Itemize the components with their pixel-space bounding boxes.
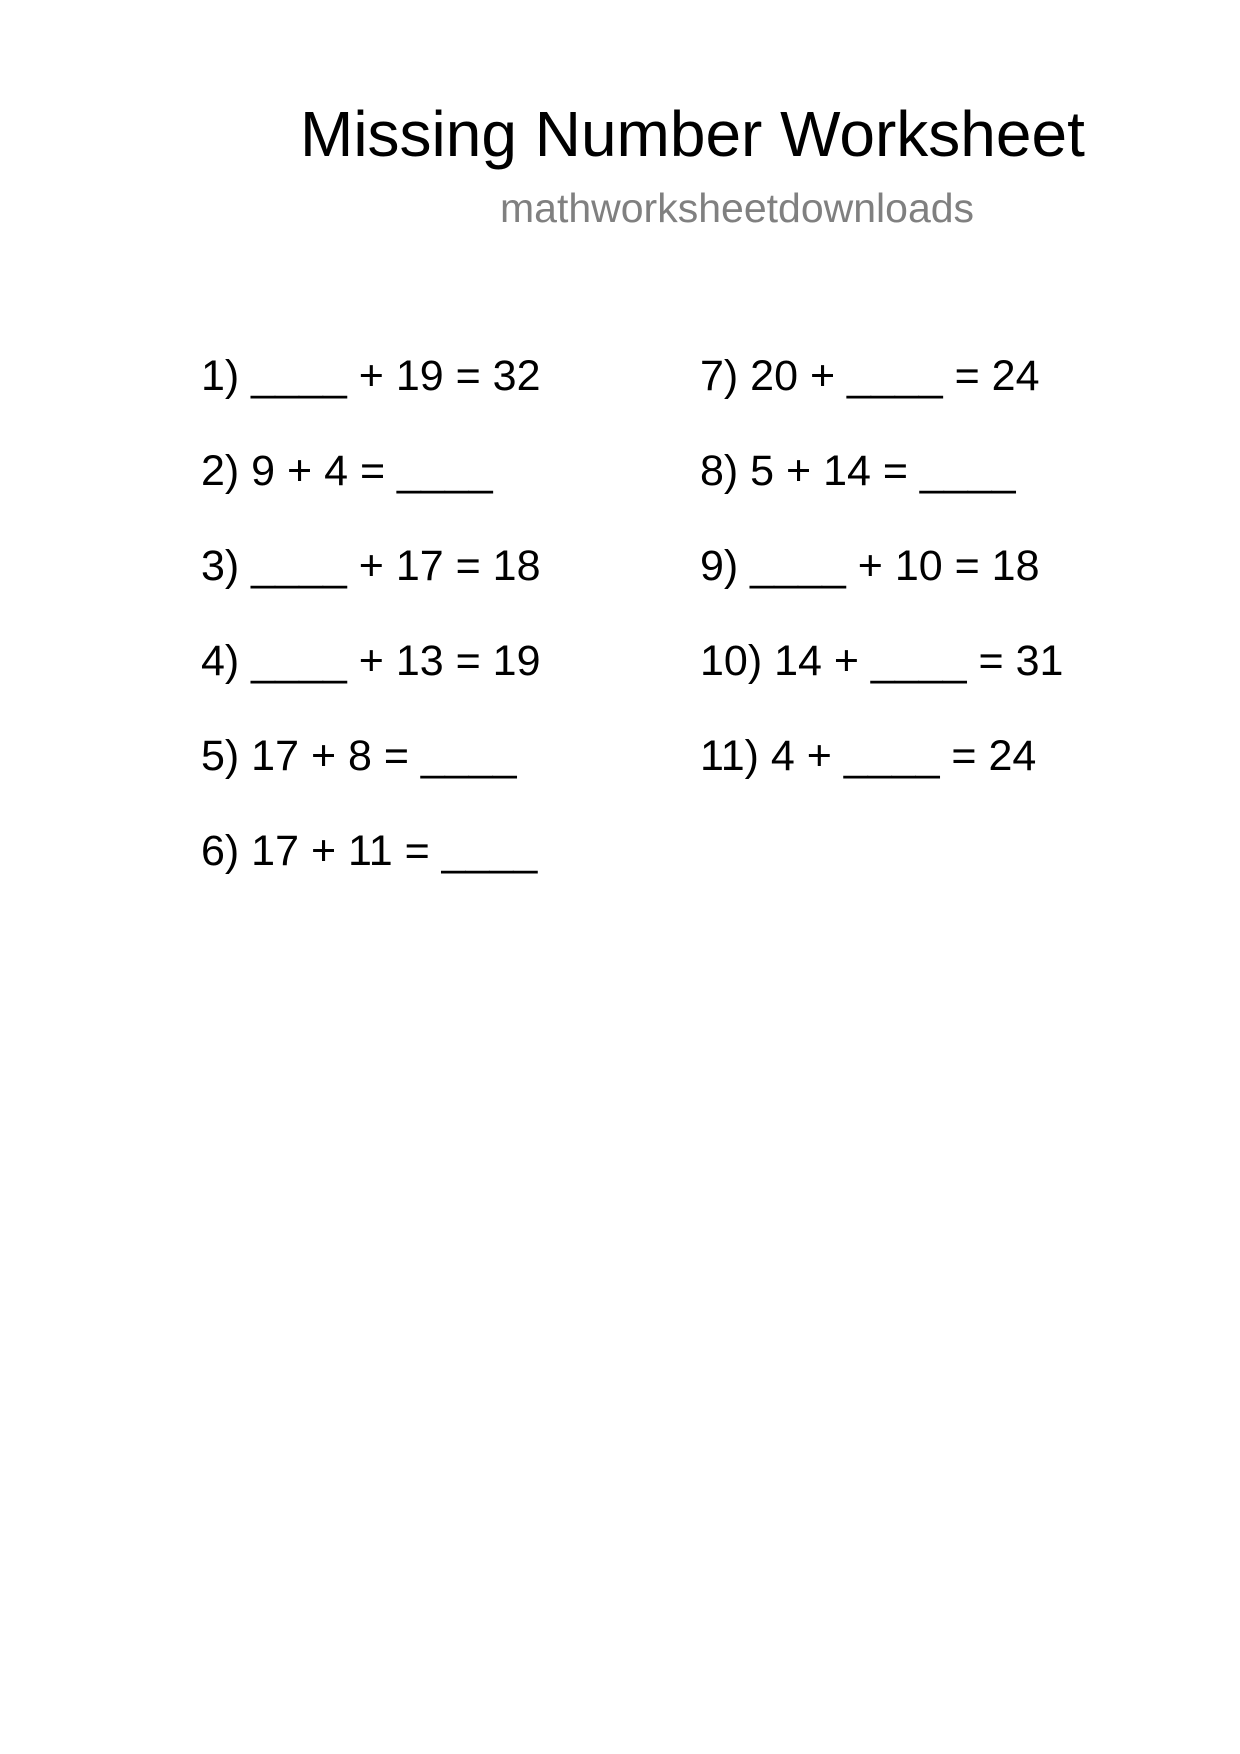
problem-7: 7) 20 + ____ = 24 <box>700 352 1040 400</box>
problem-11: 11) 4 + ____ = 24 <box>700 732 1037 780</box>
problem-1: 1) ____ + 19 = 32 <box>201 352 541 400</box>
worksheet-source: mathworksheetdownloads <box>500 185 975 231</box>
problem-5: 5) 17 + 8 = ____ <box>201 732 517 780</box>
problem-8: 8) 5 + 14 = ____ <box>700 447 1016 495</box>
problem-6: 6) 17 + 11 = ____ <box>201 827 538 875</box>
worksheet-title: Missing Number Worksheet <box>300 98 1085 170</box>
problem-10: 10) 14 + ____ = 31 <box>700 637 1064 685</box>
problem-4: 4) ____ + 13 = 19 <box>201 637 541 685</box>
problem-2: 2) 9 + 4 = ____ <box>201 447 493 495</box>
problem-3: 3) ____ + 17 = 18 <box>201 542 541 590</box>
problem-9: 9) ____ + 10 = 18 <box>700 542 1040 590</box>
